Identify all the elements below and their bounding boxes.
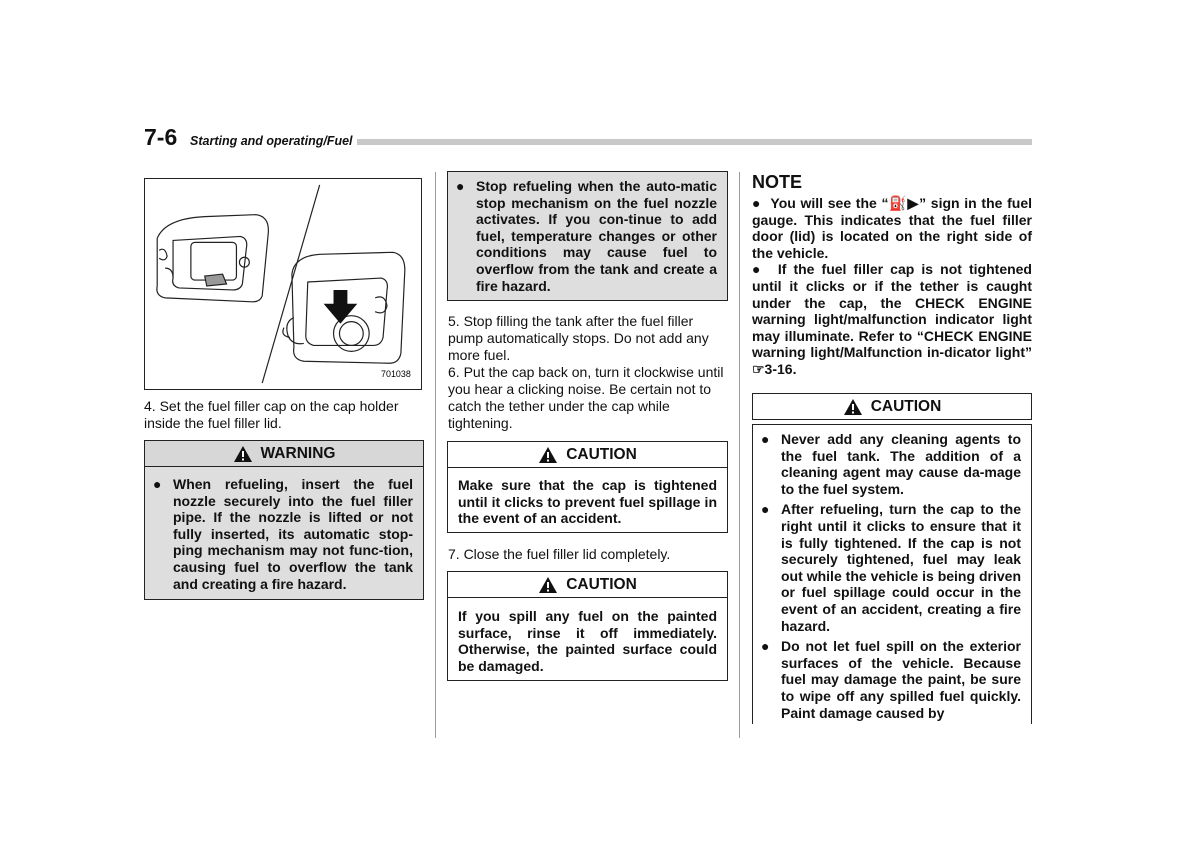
bullet-glyph: ●: [761, 431, 770, 447]
caution-2-text: If you spill any fuel on the painted surface, rinse it off immediately. Otherwise, the painted surface could be damaged.: [458, 608, 717, 674]
bullet-glyph: ●: [761, 501, 770, 518]
caution-3-header: [752, 393, 1032, 420]
fuel-filler-illustration: [144, 178, 422, 390]
warning-triangle-icon: [233, 445, 253, 463]
fuel-lid-drawing: [145, 179, 421, 389]
caution-3-bullet-1-text: Never add any cleaning agents to the fuel tank. The addition of a cleaning agent may cause da-mage to the fuel system.: [781, 431, 1021, 497]
caution-2-title: CAUTION: [566, 575, 637, 593]
step-6-text: 6. Put the cap back on, turn it clockwise until you hear a clicking noise. Be certain not to catch the tether under the cap while tightening.: [448, 364, 724, 431]
note-block: [752, 195, 1032, 378]
top-bullet-text: Stop refueling when the auto-matic stop mechanism on the fuel nozzle activates. If you con-tinue to add fuel, temperature changes or other conditions may cause fuel to overflow from the tank and create a fire hazard.: [476, 178, 717, 294]
caution-3-bullet-2-text: After refueling, turn the cap to the right until it clicks to ensure that it is fully tightened. If the cap is not securely tightened, fuel may leak out while the vehicle is being driven or fuel spillage could occur in the event of an accident, creating a fire hazard.: [781, 501, 1021, 634]
warning-bullet-text: When refueling, insert the fuel nozzle securely into the fuel filler pipe. If the nozzle is lifted or not fully inserted, its automatic stop-ping mechanism may not func-tion, causing fuel to overflow the tank and creating a fire hazard.: [173, 476, 413, 592]
caution-2-body: [447, 597, 728, 681]
caution-1-header: [447, 441, 728, 468]
bullet-glyph: ●: [456, 178, 465, 194]
caution-3-bullet-3: [761, 638, 1021, 721]
note-2-text: If the fuel filler cap is not tightened until it clicks or if the tether is caught under the cap, the CHECK ENGINE warning light/malfunction indicator light may illuminate. Refer to “CHECK ENGINE warning light/Malfunction in-dicator light” ☞3-16.: [752, 261, 1032, 377]
warning-title: WARNING: [260, 444, 336, 462]
warning-bullet: [153, 476, 413, 592]
note-1-text: You will see the “⛽▶” sign in the fuel gauge. This indicates that the fuel filler door (lid) is located on the right side of the vehicle.: [752, 195, 1032, 261]
caution-3-title: CAUTION: [870, 397, 942, 415]
caution-2-header: [447, 571, 728, 598]
bullet-glyph: ●: [761, 638, 770, 655]
caution-triangle-icon: [538, 446, 558, 464]
step-5-text: 5. Stop filling the tank after the fuel filler pump automatically stops. Do not add any more fuel.: [448, 313, 709, 363]
caution-1-body: [447, 467, 728, 533]
caution-triangle-icon: [843, 398, 863, 416]
header-rule: [357, 139, 1032, 145]
caution-3-body: [752, 424, 1032, 724]
bullet-glyph: ●: [153, 476, 162, 492]
steps-5-6: [448, 313, 730, 432]
step-7: [448, 546, 730, 563]
warning-body: [144, 466, 424, 600]
continued-warning-body: [447, 171, 728, 301]
column-divider-2: [739, 172, 740, 738]
caution-1-text: Make sure that the cap is tightened until it clicks to prevent fuel spillage in the event of an accident.: [458, 477, 717, 527]
step-4: [144, 398, 426, 432]
column-divider-1: [435, 172, 436, 738]
bullet-glyph: ●: [752, 195, 762, 211]
caution-triangle-icon: [538, 576, 558, 594]
bullet-glyph: ●: [752, 261, 764, 278]
note-item-2: [752, 261, 1032, 377]
caution-3-bullet-3-text: Do not let fuel spill on the exterior surfaces of the vehicle. Because fuel may damage the paint, be sure to wipe off any spilled fuel quickly. Paint damage caused by: [781, 638, 1021, 721]
section-title: Starting and operating/Fuel: [190, 134, 353, 148]
caution-3-bullet-2: [761, 501, 1021, 634]
note-item-1: [752, 195, 1032, 261]
warning-header: [144, 440, 424, 467]
step-7-text: 7. Close the fuel filler lid completely.: [448, 546, 671, 562]
caution-1-title: CAUTION: [566, 445, 637, 463]
note-title: NOTE: [752, 172, 803, 192]
step-4-text: 4. Set the fuel filler cap on the cap holder inside the fuel filler lid.: [144, 398, 399, 431]
caution-3-bullet-1: [761, 431, 1021, 497]
figure-code: 701038: [381, 369, 411, 380]
page-number: 7-6: [144, 124, 178, 150]
top-bullet: [456, 178, 717, 294]
